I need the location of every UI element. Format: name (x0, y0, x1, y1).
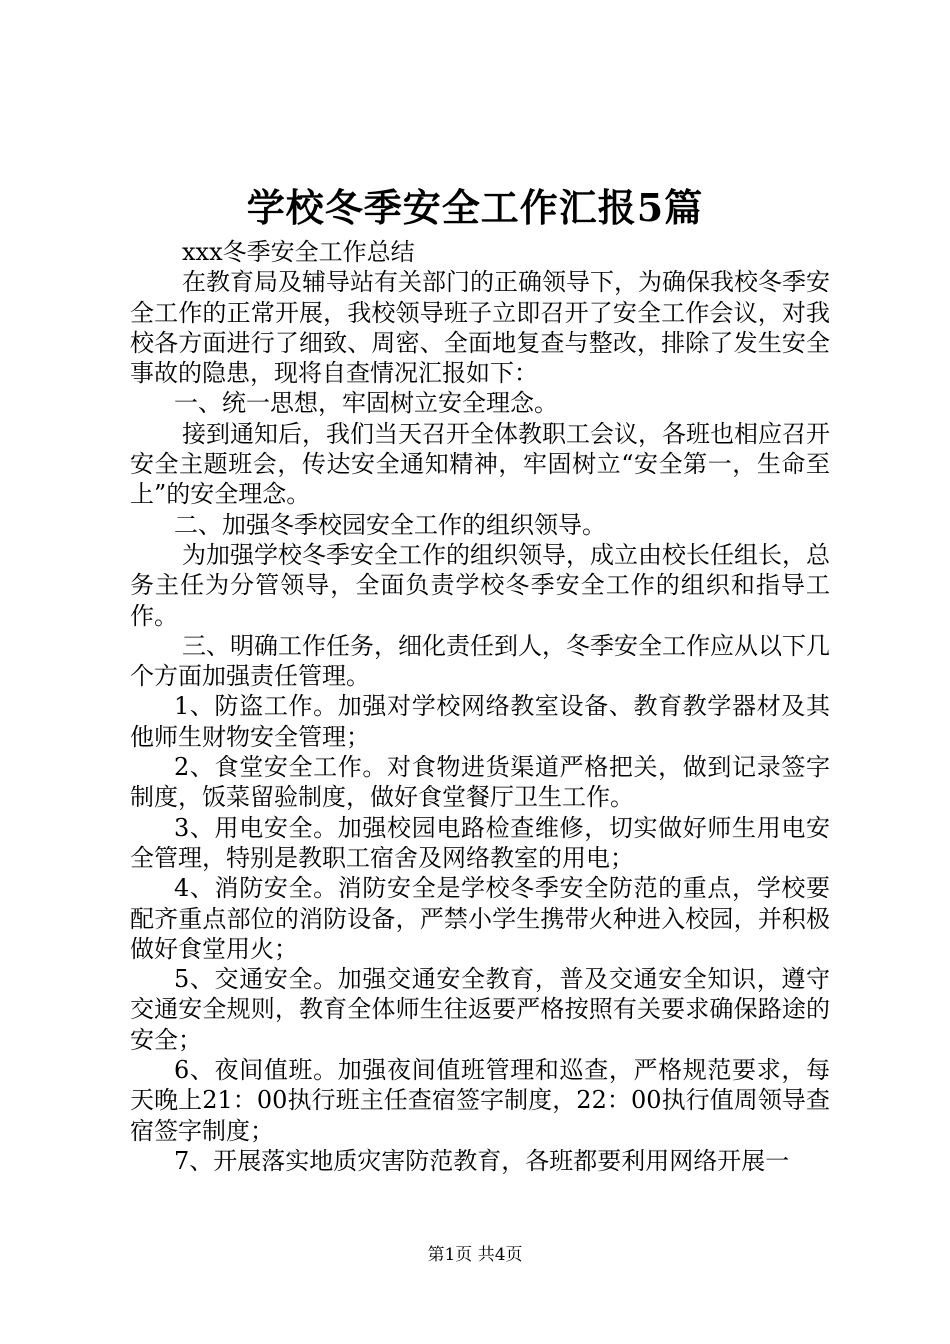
section-heading-3: 三、明确工作任务，细化责任到人，冬季安全工作应从以下几个方面加强责任管理。 (130, 631, 830, 691)
paragraph-1: 在教育局及辅导站有关部门的正确领导下，为确保我校冬季安全工作的正常开展，我校领导班子立即召开了安全工作会议，对我校各方面进行了细致、周密、全面地复查与整改，排除了发生安全事故的隐患，现将自查情况汇报如下： (130, 268, 830, 388)
section-heading-1: 一、统一思想，牢固树立安全理念。 (174, 389, 558, 418)
list-item-2: 2、食堂安全工作。对食物进货渠道严格把关，做到记录签字制度，饭菜留验制度，做好食堂餐厅卫生工作。 (130, 753, 830, 812)
document-body (130, 237, 830, 1176)
paragraph-5: 为加强学校冬季安全工作的组织领导，成立由校长任组长，总务主任为分管领导，全面负责学校冬季安全工作的组织和指导工作。 (130, 540, 830, 630)
section-heading-2: 二、加强冬季校园安全工作的组织领导。 (174, 510, 606, 539)
list-item-1: 1、防盗工作。加强对学校网络教室设备、教育教学器材及其他师生财物安全管理； (130, 692, 830, 751)
paragraph-3: 接到通知后，我们当天召开全体教职工会议，各班也相应召开安全主题班会，传达安全通知精神，牢固树立“安全第一，生命至上”的安全理念。 (130, 419, 830, 509)
paragraph-0: xxx冬季安全工作总结 (182, 238, 415, 266)
list-item-7: 7、开展落实地质灾害防范教育，各班都要利用网络开展一 (174, 1146, 790, 1175)
list-item-4: 4、消防安全。消防安全是学校冬季安全防范的重点，学校要配齐重点部位的消防设备，严禁小学生携带火种进入校园，并积极做好食堂用火； (130, 874, 830, 963)
page-footer: 第1页 共4页 (427, 1245, 523, 1265)
list-item-6: 6、夜间值班。加强夜间值班管理和巡查，严格规范要求，每天晚上21：00执行班主任查宿签字制度，22：00执行值周领导查宿签字制度； (130, 1056, 830, 1145)
list-item-3: 3、用电安全。加强校园电路检查维修，切实做好师生用电安全管理，特别是教职工宿舍及网络教室的用电； (130, 813, 830, 872)
list-item-5: 5、交通安全。加强交通安全教育，普及交通安全知识，遵守交通安全规则，教育全体师生往返要严格按照有关要求确保路途的安全； (130, 965, 830, 1054)
document-title: 学校冬季安全工作汇报5篇 (246, 185, 704, 230)
